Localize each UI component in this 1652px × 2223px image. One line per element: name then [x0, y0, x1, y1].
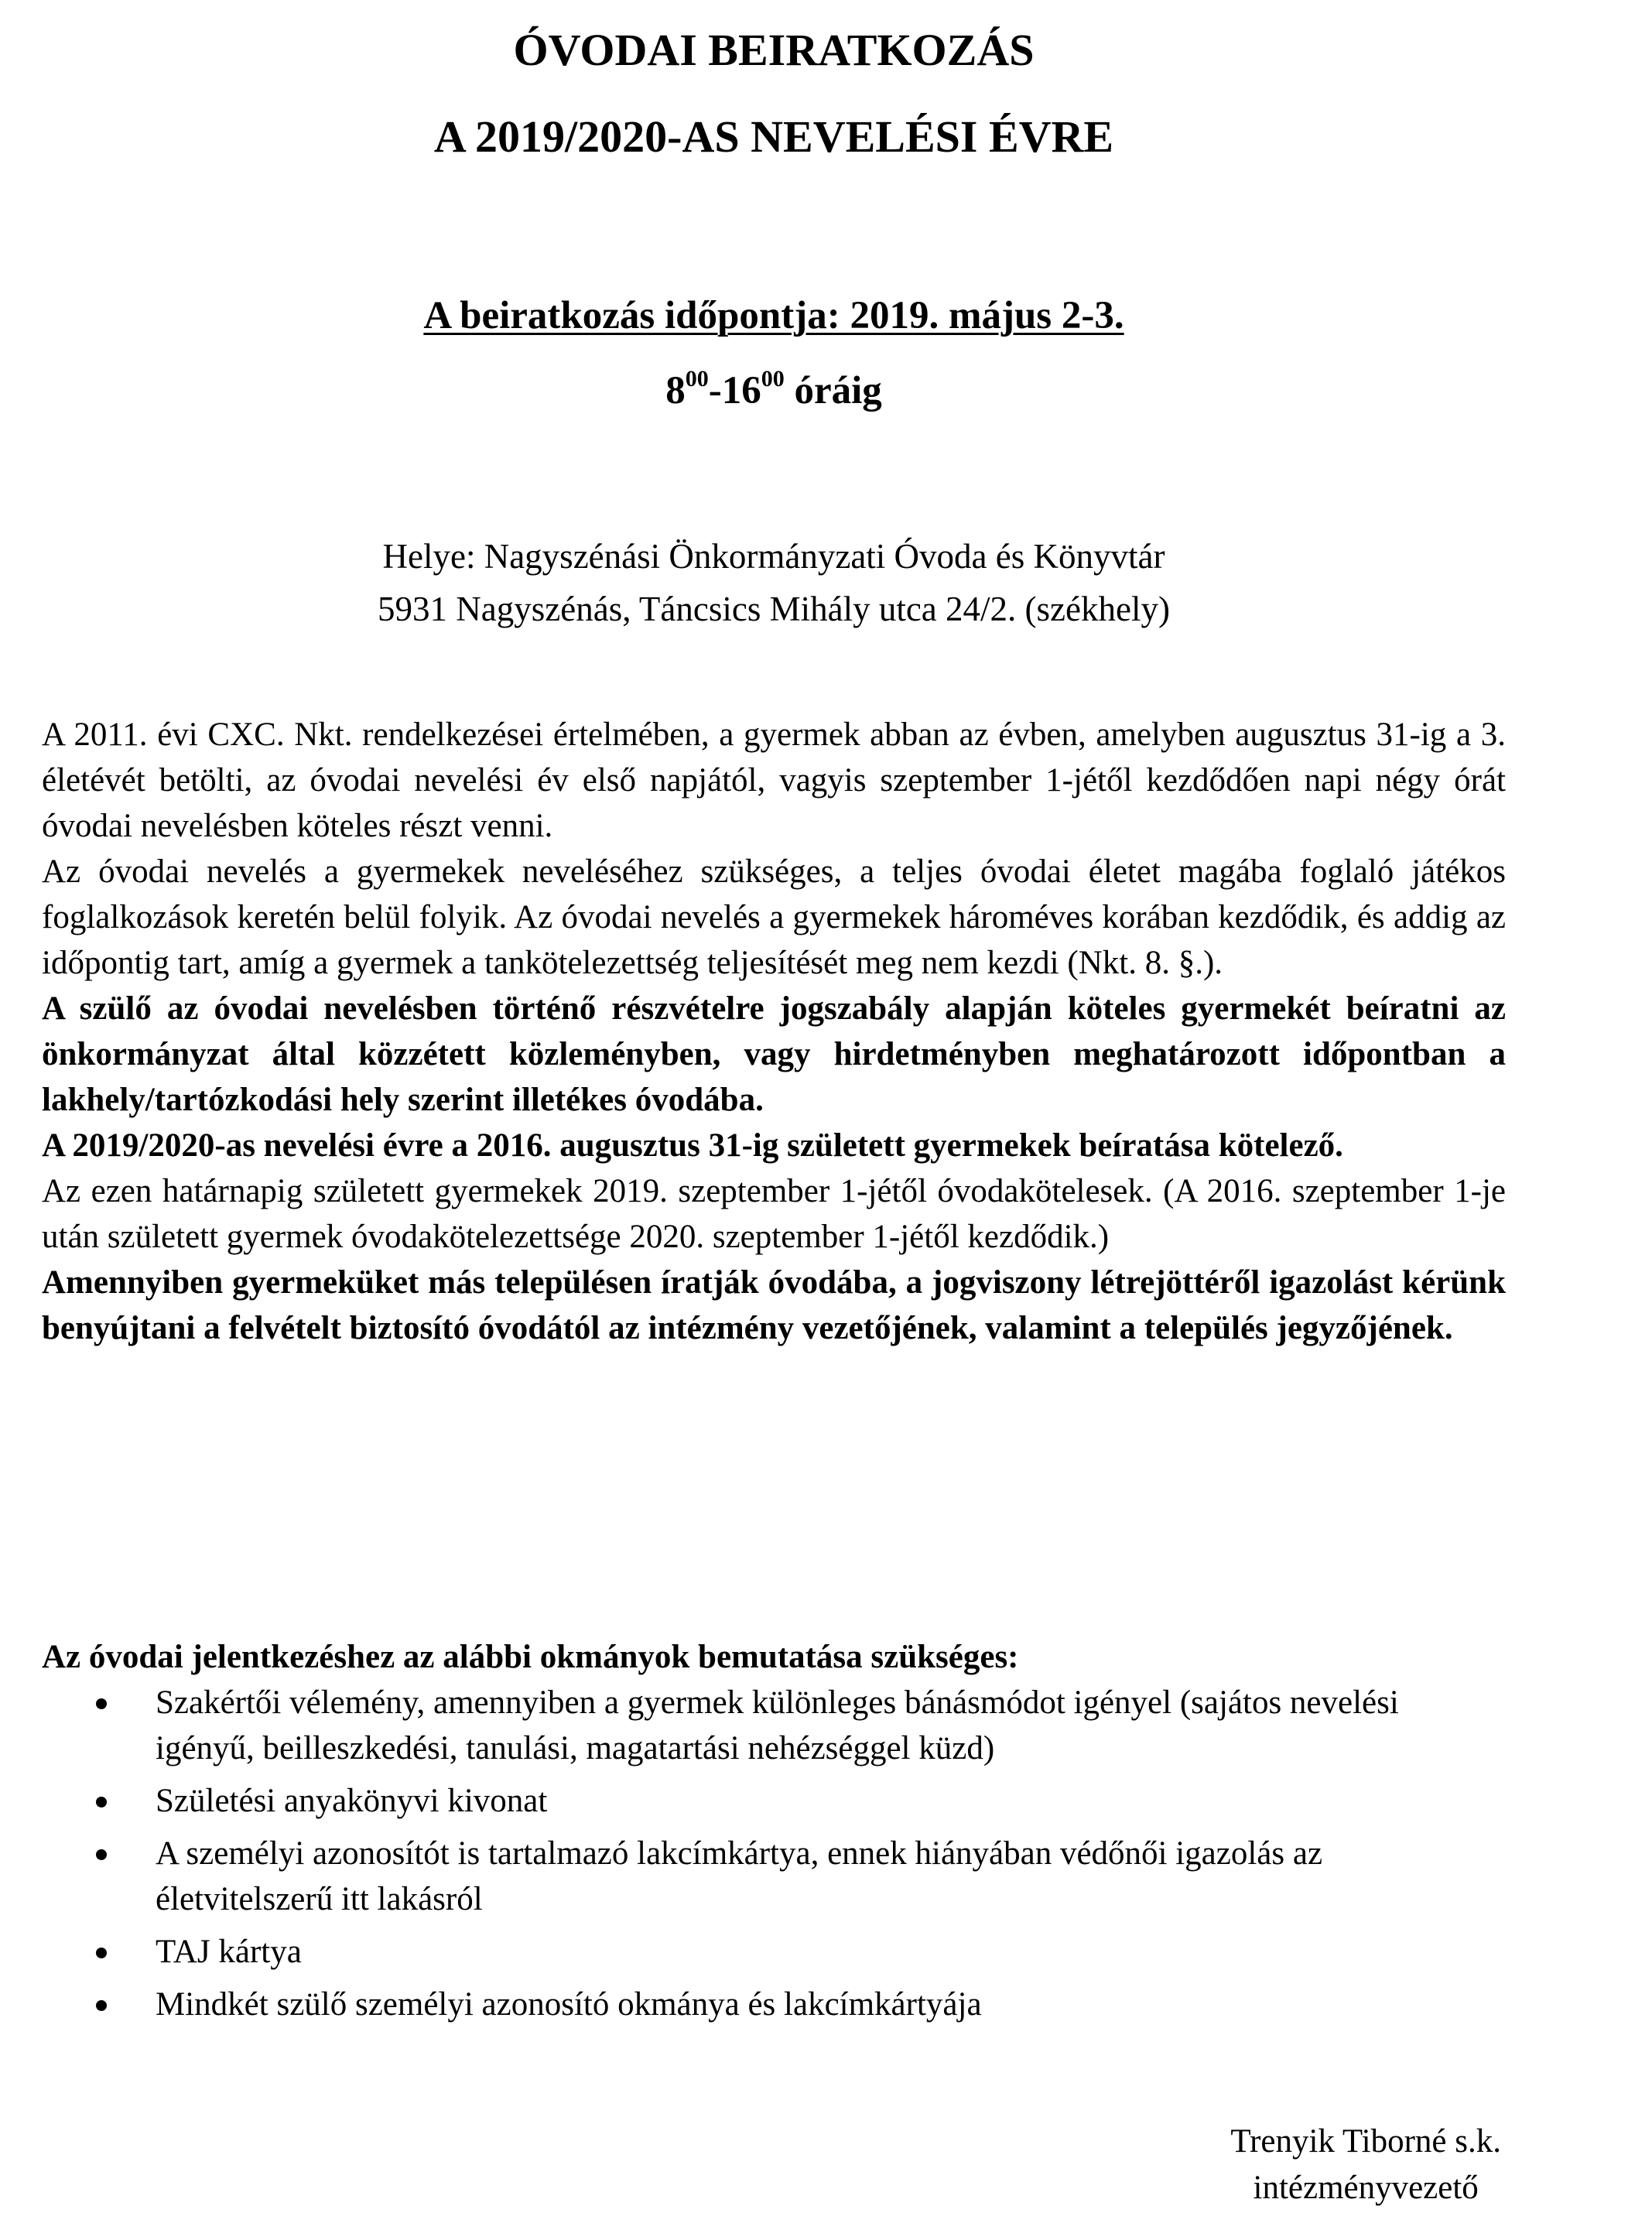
paragraph-cutoff-date: Az ezen határnapig született gyermekek 2019. szeptember 1-jétől óvodakötelesek. (A 2016. szeptember 1-je után született gyermek óvodakötelezettsége 2020. szeptember 1-jétől kezdődik.): [42, 1173, 1506, 1255]
bullet-icon: [96, 1831, 127, 1876]
body-text: [42, 712, 1506, 1351]
enrollment-date-text: A beiratkozás időpontja: 2019. május 2-3.: [423, 294, 1124, 337]
paragraph-other-settlement: Amennyiben gyermeküket más településen íratják óvodába, a jogviszony létrejöttéről igazolást kérünk benyújtani a felvételt biztosító óvodától az intézmény vezetőjének, valamint a település jegyzőjének.: [42, 1264, 1506, 1346]
list-item-text: TAJ kártya: [156, 1934, 302, 1970]
list-item-text: Mindkét szülő személyi azonosító okmánya és lakcímkártyája: [156, 1986, 982, 2023]
list-item: [42, 1831, 1506, 1922]
location-line-1: Helye: Nagyszénási Önkormányzati Óvoda és Könyvtár: [382, 537, 1165, 576]
requirements-list: [42, 1680, 1506, 2034]
paragraph-parent-obligation: A szülő az óvodai nevelésben történő részvételre jogszabály alapján köteles gyermekét beíratni az önkormányzat által közzétett közleményben, vagy hirdetményben meghatározott időpontban a lakhely/tartózkodási hely szerint illetékes óvodába.: [42, 990, 1506, 1118]
paragraph-legal-basis: A 2011. évi CXC. Nkt. rendelkezései értelmében, a gyermek abban az évben, amelyben augusztus 31-ig a 3. életévét betölti, az óvodai nevelési év első napjától, vagyis szeptember 1-jétől kezdődően napi négy órát óvodai nevelésben köteles részt venni.: [42, 716, 1506, 844]
paragraph-education-scope: Az óvodai nevelés a gyermekek neveléséhez szükséges, a teljes óvodai életet magába foglaló játékos foglalkozások keretén belül folyik. Az óvodai nevelés a gyermekek hároméves korában kezdődik, és addig az időpontig tart, amíg a gyermek a tankötelezettség teljesítését meg nem kezdi (Nkt. 8. §.).: [42, 853, 1506, 981]
time-suffix: óráig: [784, 369, 882, 412]
bullet-icon: [96, 1982, 127, 2027]
time-start-minutes: 00: [685, 366, 709, 392]
enrollment-time: [0, 368, 1548, 414]
document-subtitle: A 2019/2020-AS NEVELÉSI ÉVRE: [433, 111, 1114, 162]
signature-role: intézményvezető: [1253, 2170, 1479, 2206]
list-item: [42, 1778, 1506, 1824]
signature-name: Trenyik Tiborné s.k.: [1230, 2123, 1501, 2160]
requirements-heading: Az óvodai jelentkezéshez az alábbi okmányok bemutatása szükséges:: [42, 1639, 1019, 1675]
time-separator-end-hour: -16: [708, 369, 761, 412]
bullet-icon: [96, 1778, 127, 1824]
document-title: ÓVODAI BEIRATKOZÁS: [513, 25, 1035, 75]
bullet-icon: [96, 1680, 127, 1725]
location-line-2: 5931 Nagyszénás, Táncsics Mihály utca 24/2. (székhely): [378, 590, 1170, 628]
list-item: [42, 1929, 1506, 1975]
time-end-minutes: 00: [761, 366, 785, 392]
list-item: [42, 1680, 1506, 1771]
list-item: [42, 1982, 1506, 2027]
signature-block: [1230, 2119, 1501, 2211]
paragraph-mandatory-enrollment: A 2019/2020-as nevelési évre a 2016. augusztus 31-ig született gyermekek beíratása kötelező.: [42, 1127, 1343, 1164]
enrollment-date: [0, 292, 1548, 339]
bullet-icon: [96, 1929, 127, 1975]
list-item-text: A személyi azonosítót is tartalmazó lakcímkártya, ennek hiányában védőnői igazolás az életvitelszerű itt lakásról: [156, 1835, 1323, 1917]
list-item-text: Születési anyakönyvi kivonat: [156, 1783, 548, 1819]
time-start-hour: 8: [665, 369, 686, 412]
list-item-text: Szakértői vélemény, amennyiben a gyermek különleges bánásmódot igényel (sajátos nevelési igényű, beilleszkedési, tanulási, magatartási nehézséggel küzd): [156, 1684, 1399, 1766]
